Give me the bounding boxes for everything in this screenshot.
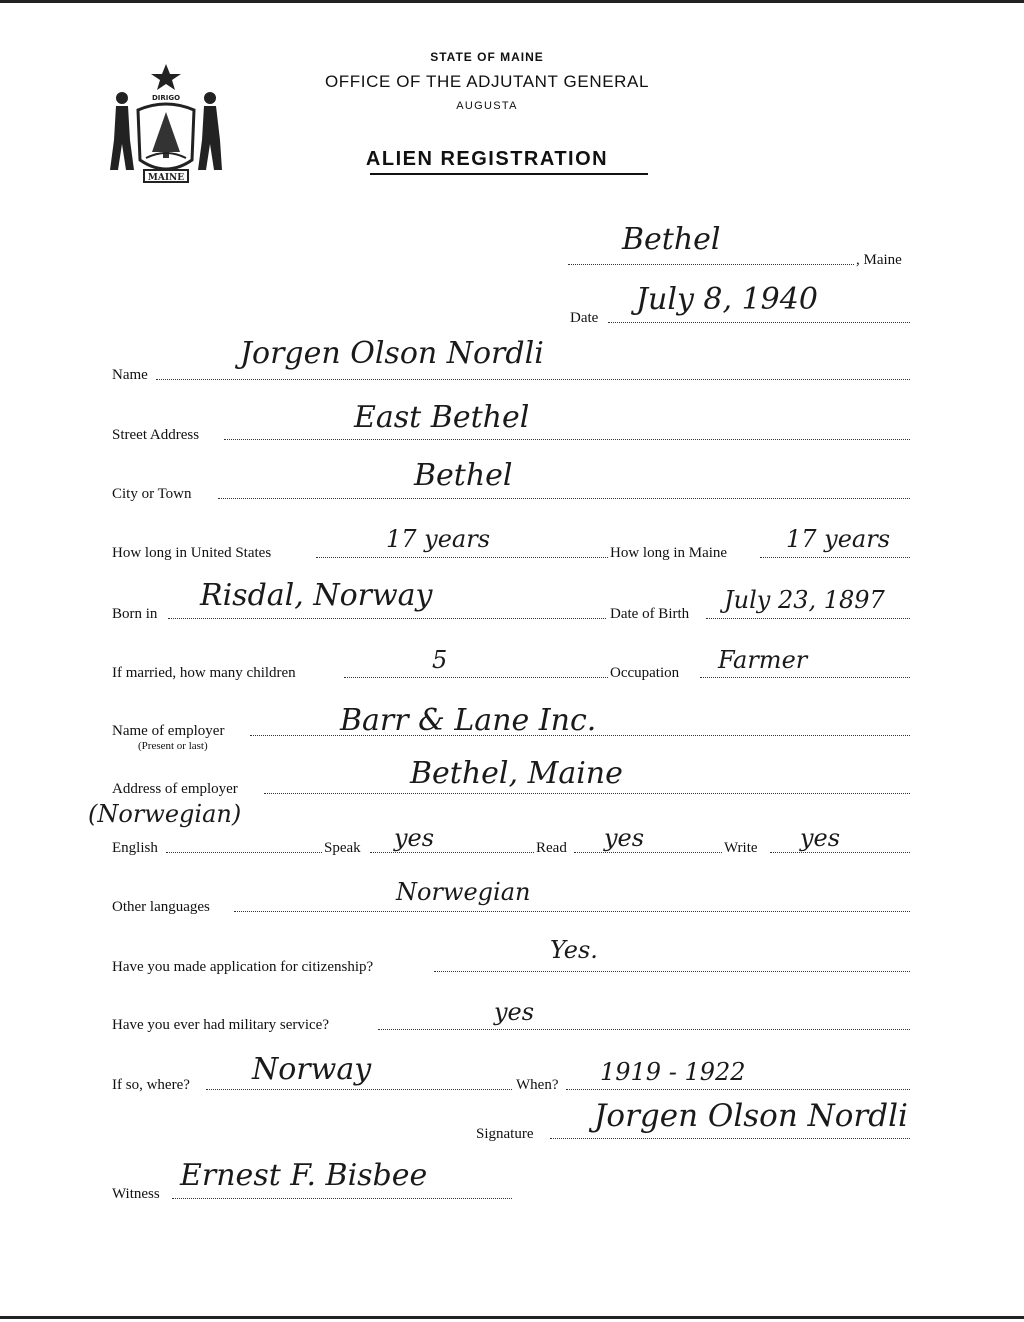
witness-label: Witness (112, 1186, 160, 1202)
signature-label: Signature (476, 1126, 534, 1142)
bottom-border (0, 1316, 1024, 1319)
city-value: Bethel (414, 458, 513, 493)
where-label: If so, where? (112, 1077, 190, 1093)
read-label: Read (536, 840, 567, 856)
english-note-value: (Norwegian) (88, 800, 242, 828)
military-label: Have you ever had military service? (112, 1017, 329, 1033)
citizenship-label: Have you made application for citizenship? (112, 959, 374, 975)
english-label: English (112, 840, 158, 856)
signature-value: Jorgen Olson Nordli (594, 1098, 908, 1134)
read-value: yes (604, 824, 645, 852)
town-line (568, 264, 854, 265)
city-label: City or Town (112, 486, 192, 502)
children-line (344, 677, 608, 678)
other-languages-line (234, 911, 910, 912)
witness-line (172, 1198, 512, 1199)
speak-value: yes (394, 824, 435, 852)
born-in-line (168, 618, 606, 619)
how-long-us-label: How long in United States (112, 545, 272, 561)
employer-address-line (264, 793, 910, 794)
occupation-label: Occupation (610, 665, 680, 681)
citizenship-line (434, 971, 910, 972)
title-underline (370, 173, 648, 175)
write-value: yes (800, 824, 841, 852)
maine-label: , Maine (856, 252, 902, 268)
witness-value: Ernest F. Bisbee (180, 1158, 428, 1193)
where-line (206, 1089, 512, 1090)
when-value: 1919 - 1922 (600, 1058, 746, 1086)
employer-label: Name of employer (112, 723, 225, 739)
military-line (378, 1029, 910, 1030)
employer-address-label: Address of employer (112, 781, 238, 797)
how-long-maine-line (760, 557, 910, 558)
svg-text:DIRIGO: DIRIGO (151, 94, 181, 102)
street-value: East Bethel (354, 400, 530, 435)
born-in-value: Risdal, Norway (200, 578, 433, 613)
citizenship-value: Yes. (550, 936, 598, 964)
occupation-line (700, 677, 910, 678)
seal-text: MAINE (147, 173, 185, 183)
children-value: 5 (432, 646, 448, 674)
employer-note: (Present or last) (138, 740, 208, 752)
city-line (218, 498, 910, 499)
date-label: Date (570, 310, 599, 326)
town-value: Bethel (622, 222, 721, 257)
speak-line (370, 852, 534, 853)
how-long-us-line (316, 557, 608, 558)
how-long-us-value: 17 years (386, 525, 491, 553)
street-label: Street Address (112, 427, 200, 443)
employer-value: Barr & Lane Inc. (340, 703, 597, 738)
english-line (166, 852, 322, 853)
read-line (574, 852, 722, 853)
write-line (770, 852, 910, 853)
children-label: If married, how many children (112, 665, 296, 681)
dob-label: Date of Birth (610, 606, 690, 622)
military-value: yes (494, 998, 535, 1026)
where-value: Norway (252, 1052, 372, 1087)
speak-label: Speak (324, 840, 361, 856)
born-in-label: Born in (112, 606, 158, 622)
other-languages-value: Norwegian (396, 878, 531, 906)
how-long-maine-label: How long in Maine (610, 545, 728, 561)
form-title: ALIEN REGISTRATION (365, 148, 609, 170)
header-city: AUGUSTA (456, 100, 518, 112)
name-label: Name (112, 367, 148, 383)
when-line (566, 1089, 910, 1090)
header-state: STATE OF MAINE (430, 50, 544, 64)
name-value: Jorgen Olson Nordli (240, 336, 544, 371)
write-label: Write (724, 840, 758, 856)
top-border (0, 0, 1024, 3)
when-label: When? (516, 1077, 559, 1093)
employer-address-value: Bethel, Maine (410, 756, 623, 791)
dob-value: July 23, 1897 (724, 586, 885, 614)
dob-line (706, 618, 910, 619)
other-languages-label: Other languages (112, 899, 210, 915)
date-value: July 8, 1940 (636, 282, 818, 317)
street-line (224, 439, 910, 440)
header-office: OFFICE OF THE ADJUTANT GENERAL (324, 72, 650, 91)
occupation-value: Farmer (718, 646, 808, 674)
how-long-maine-value: 17 years (786, 525, 891, 553)
name-line (156, 379, 910, 380)
signature-line (550, 1138, 910, 1139)
date-line (608, 322, 910, 323)
